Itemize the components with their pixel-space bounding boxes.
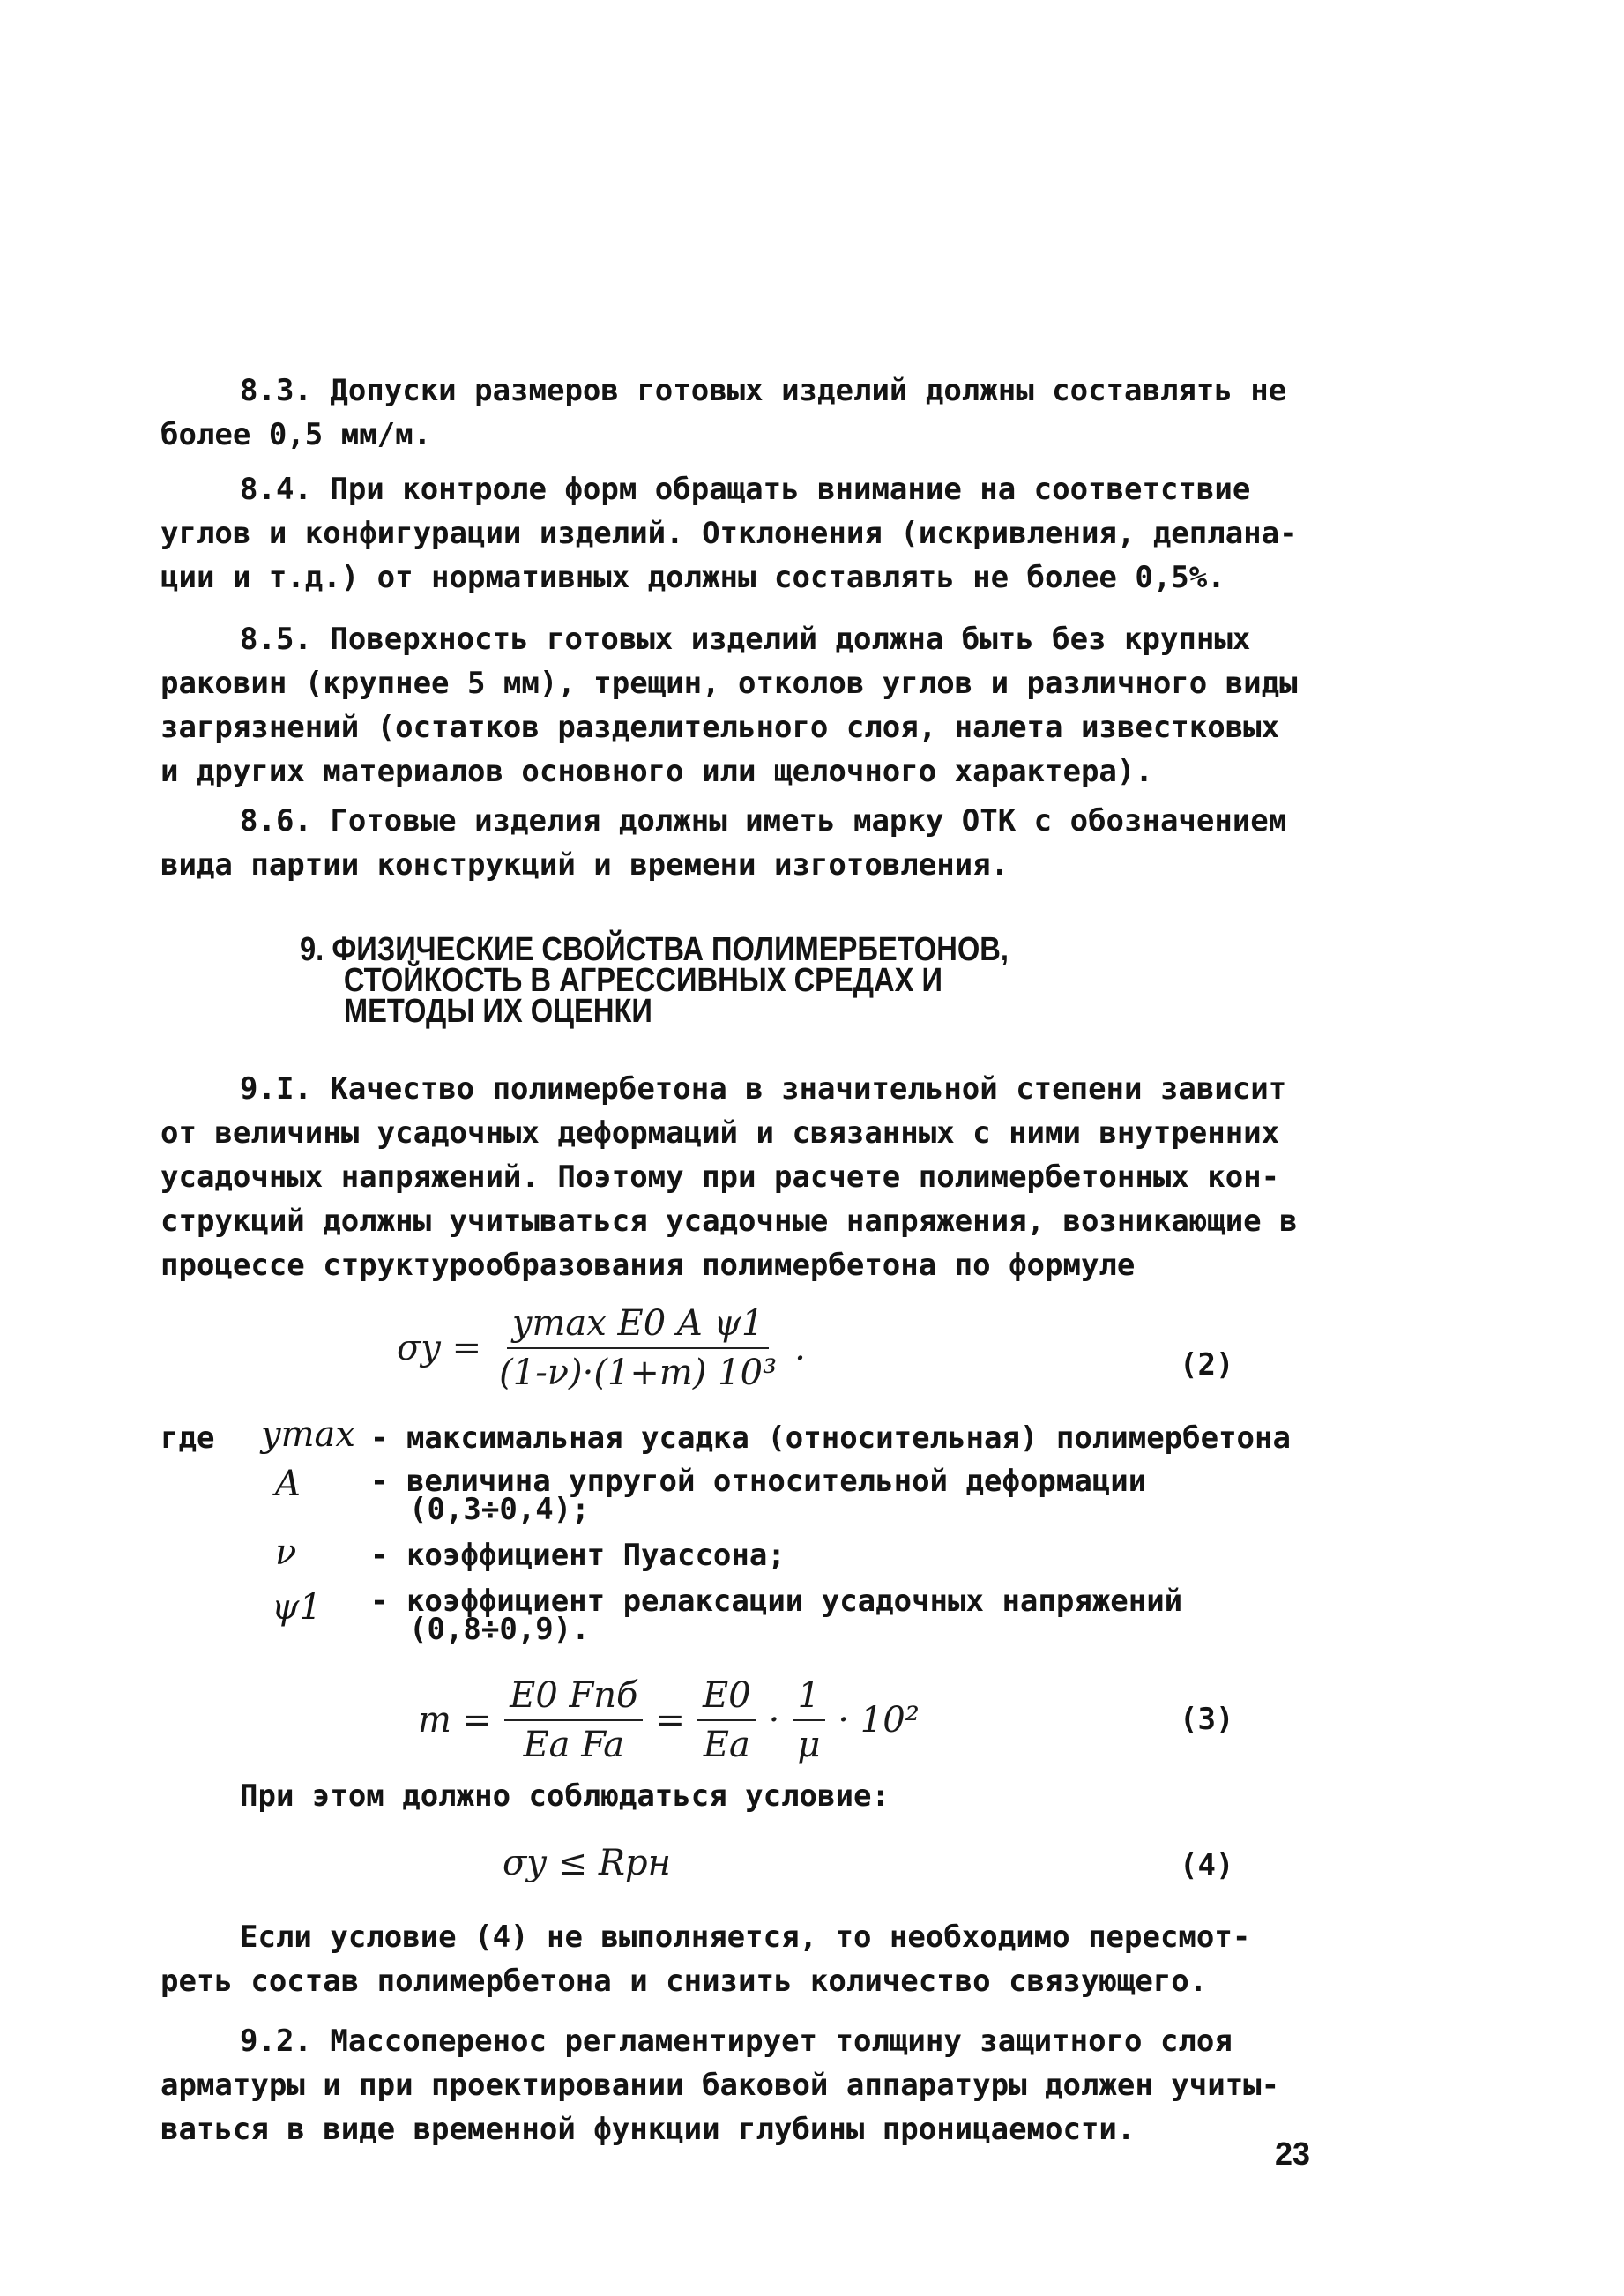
formula-fraction <box>792 1675 825 1765</box>
text-line: арматуры и при проектировании баковой аппаратуры должен учиты- <box>160 2068 1280 2103</box>
paragraph-8-3 <box>160 369 1287 457</box>
fraction-denominator: Ea Fa <box>523 1725 625 1765</box>
symbol-a: A <box>275 1464 301 1504</box>
text-line: реть состав полимербетона и снизить количество связующего. <box>160 1964 1208 1999</box>
text-line: раковин (крупнее 5 мм), трещин, отколов углов и различного виды <box>160 666 1298 701</box>
heading-line: МЕТОДЫ ИХ ОЦЕНКИ <box>343 993 652 1030</box>
symbol-nu: ν <box>275 1532 297 1573</box>
text-line: Если условие (4) не выполняется, то необходимо пересмот- <box>240 1920 1251 1955</box>
definition-text: - максимальная усадка (относительная) полимербетона <box>370 1420 1291 1456</box>
formula-fraction <box>697 1675 756 1765</box>
text-line: вида партии конструкций и времени изготовления. <box>160 847 1009 883</box>
paragraph-9-1 <box>160 1067 1298 1287</box>
page-number: 23 <box>1275 2136 1311 2172</box>
formula-fraction <box>504 1675 643 1765</box>
text-line: 8.6. Готовые изделия должны иметь марку ОТК с обозначением <box>240 803 1287 839</box>
formula-tail: · 10² <box>838 1700 920 1741</box>
fraction-numerator: E0 <box>697 1675 756 1721</box>
definition-nu <box>370 1538 786 1573</box>
formula-3 <box>418 1675 920 1765</box>
heading-line: 9. ФИЗИЧЕСКИЕ СВОЙСТВА ПОЛИМЕРБЕТОНОВ, <box>300 931 1009 968</box>
definition-text: - коэффициент Пуассона; <box>370 1538 786 1573</box>
text-line: от величины усадочных деформаций и связанных с ними внутренних <box>160 1115 1280 1151</box>
text-line: 8.5. Поверхность готовых изделий должна быть без крупных <box>240 622 1251 657</box>
formula-2 <box>397 1303 806 1393</box>
fraction-denominator: Ea <box>703 1725 750 1765</box>
text-line: 8.3. Допуски размеров готовых изделий должны составлять не <box>240 373 1287 408</box>
equation-number: (3) <box>1180 1702 1234 1737</box>
text-line: 9.I. Качество полимербетона в значительной степени зависит <box>240 1071 1287 1107</box>
formula-tail: . <box>794 1328 806 1368</box>
symbol-ymax: ymax <box>261 1414 355 1455</box>
formula-lhs: σy = <box>397 1328 482 1368</box>
formula-dot: · <box>768 1700 780 1741</box>
text-line: усадочных напряжений. Поэтому при расчете полимербетонных кон- <box>160 1159 1280 1195</box>
definition-text: (0,8÷0,9). <box>409 1612 590 1647</box>
formula-4: σy ≤ Rpн <box>503 1843 671 1883</box>
definition-ymax <box>370 1420 1291 1456</box>
formula-fraction <box>494 1303 782 1393</box>
symbol-psi: ψ1 <box>272 1587 322 1628</box>
definition-text: - коэффициент релаксации усадочных напряжений <box>370 1584 1183 1619</box>
paragraph-8-5 <box>160 617 1298 794</box>
paragraph-8-4 <box>160 467 1298 600</box>
fraction-denominator: (1-ν)·(1+m) 10³ <box>499 1353 778 1393</box>
paragraph-after-4 <box>160 1915 1280 2003</box>
fraction-denominator: μ <box>797 1725 821 1765</box>
section-heading-9 <box>300 931 1270 1030</box>
where-label: где <box>160 1420 215 1456</box>
text-line: и других материалов основного или щелочного характера). <box>160 754 1153 789</box>
formula-equals: = <box>655 1700 685 1741</box>
text-line: 8.4. При контроле форм обращать внимание на соответствие <box>240 472 1251 507</box>
text-line: 9.2. Массоперенос регламентирует толщину защитного слоя <box>240 2024 1233 2059</box>
paragraph-8-6 <box>160 799 1287 887</box>
definition-text: - величина упругой относительной деформации <box>370 1464 1147 1499</box>
paragraph-9-2 <box>160 2019 1280 2151</box>
text-line: более 0,5 мм/м. <box>160 417 432 452</box>
fraction-numerator: E0 Fпб <box>504 1675 643 1721</box>
text-line: ваться в виде временной функции глубины проницаемости. <box>160 2112 1136 2147</box>
definition-a <box>370 1464 1147 1527</box>
equation-number: (2) <box>1180 1347 1234 1383</box>
definition-psi <box>370 1584 1183 1647</box>
fraction-numerator: 1 <box>793 1675 825 1721</box>
definition-text: (0,3÷0,4); <box>409 1492 590 1527</box>
equation-number: (4) <box>1180 1848 1234 1883</box>
fraction-numerator: ymax E0 A ψ1 <box>507 1303 769 1349</box>
text-line: струкций должны учитываться усадочные напряжения, возникающие в <box>160 1204 1298 1239</box>
text-line: процессе структурообразования полимербетона по формуле <box>160 1248 1136 1283</box>
formula-lhs: m = <box>418 1700 493 1741</box>
condition-text: При этом должно соблюдаться условие: <box>240 1778 890 1814</box>
text-line: загрязнений (остатков разделительного слоя, налета известковых <box>160 710 1280 745</box>
text-line: ции и т.д.) от нормативных должны составлять не более 0,5%. <box>160 560 1225 595</box>
heading-line: СТОЙКОСТЬ В АГРЕССИВНЫХ СРЕДАХ И <box>343 962 943 999</box>
text-line: углов и конфигурации изделий. Отклонения (искривления, деплана- <box>160 516 1298 551</box>
